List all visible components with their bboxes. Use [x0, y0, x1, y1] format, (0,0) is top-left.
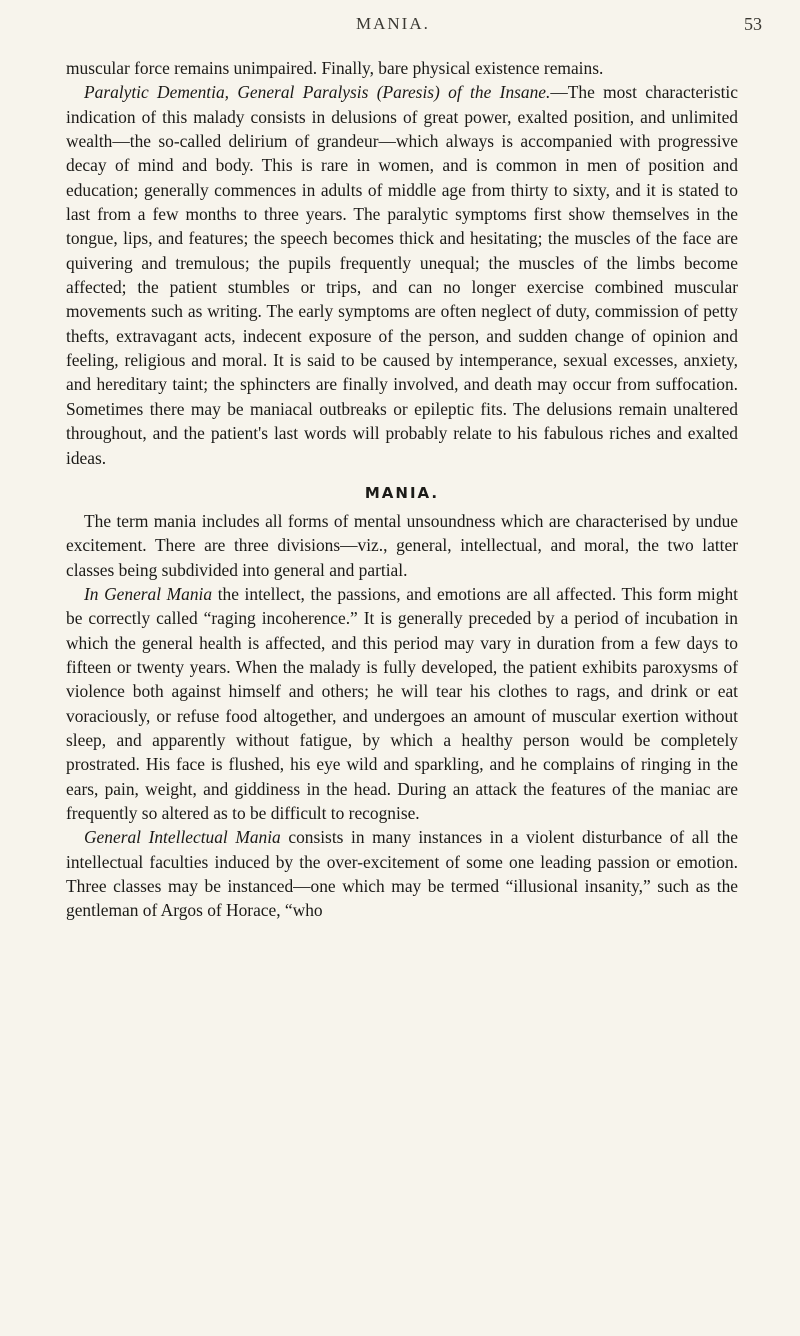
text-column [66, 56, 738, 923]
paragraph-continuation [66, 56, 738, 80]
page-number: 53 [744, 14, 762, 34]
paragraph-lead: Paralytic Dementia, General Paralysis (Paresis) of the Insane. [84, 82, 551, 103]
paragraph-lead: General Intellectual Mania [84, 827, 281, 848]
paragraph-lead: In General Mania [84, 583, 213, 604]
paragraph-mania-definition [66, 509, 738, 582]
paragraph-text: The term mania includes all forms of mental unsoundness which are characterised by undue excitement. There are three divisions—viz., general, intellectual, and moral, the two latter classes being subdivided into general and partial. [66, 510, 738, 580]
paragraph-general-mania [66, 582, 738, 825]
paragraph-text: muscular force remains unimpaired. Finally, bare physical existence remains. [66, 58, 604, 78]
paragraph-paralytic-dementia [66, 80, 738, 470]
paragraph-text: consists in many instances in a violent disturbance of all the intellectual faculties induced by the over-excitement of some one leading passion or emotion. Three classes may be instanced—one which may be termed “illusional insanity,” such as the gentleman of Argos of Horace, “who [66, 827, 738, 921]
section-heading-mania: MANIA. [364, 483, 440, 502]
paragraph-text: the intellect, the passions, and emotions are all affected. This form might be correctly called “raging incoherence.” It is generally preceded by a period of incubation in which the general health is affected, and this period may vary in duration from a few days to fifteen or twenty years. When the malady is fully developed, the patient exhibits paroxysms of violence both against himself and others; he will tear his clothes to rags, and drink or eat voraciously, or refuse food altogether, and undergoes an amount of muscular exertion without sleep, and apparently without fatigue, by which a healthy person would be completely prostrated. His face is flushed, his eye wild and sparkling, and he complains of ringing in the ears, pain, weight, and giddiness in the head. During an attack the features of the maniac are frequently so altered as to be difficult to recognise. [66, 583, 738, 823]
paragraph-intellectual-mania [66, 825, 738, 922]
running-title: MANIA. [356, 14, 430, 33]
paragraph-text: —The most characteristic indication of this malady consists in delusions of great power, exalted position, and unlimited wealth—the so-called delirium of grandeur—which always is accompanied with progressive decay of mind and body. This is rare in women, and is common in men of position and education; generally commences in adults of middle age from thirty to sixty, and it is stated to last from a few months to three years. The paralytic symptoms first show themselves in the tongue, lips, and features; the speech becomes thick and hesitating; the muscles of the face are quivering and tremulous; the pupils frequently unequal; the muscles of the limbs become affected; the patient stumbles or trips, and can no longer exercise combined muscular movements such as writing. The early symptoms are often neglect of duty, commission of petty thefts, extravagant acts, indecent exposure of the person, and sudden change of opinion and feeling, religious and moral. It is said to be caused by intemperance, sexual excesses, anxiety, and hereditary taint; the sphincters are finally involved, and death may occur from suffocation. Sometimes there may be maniacal outbreaks or epileptic fits. The delusions remain unaltered throughout, and the patient's last words will probably relate to his fabulous riches and exalted ideas. [66, 82, 738, 468]
